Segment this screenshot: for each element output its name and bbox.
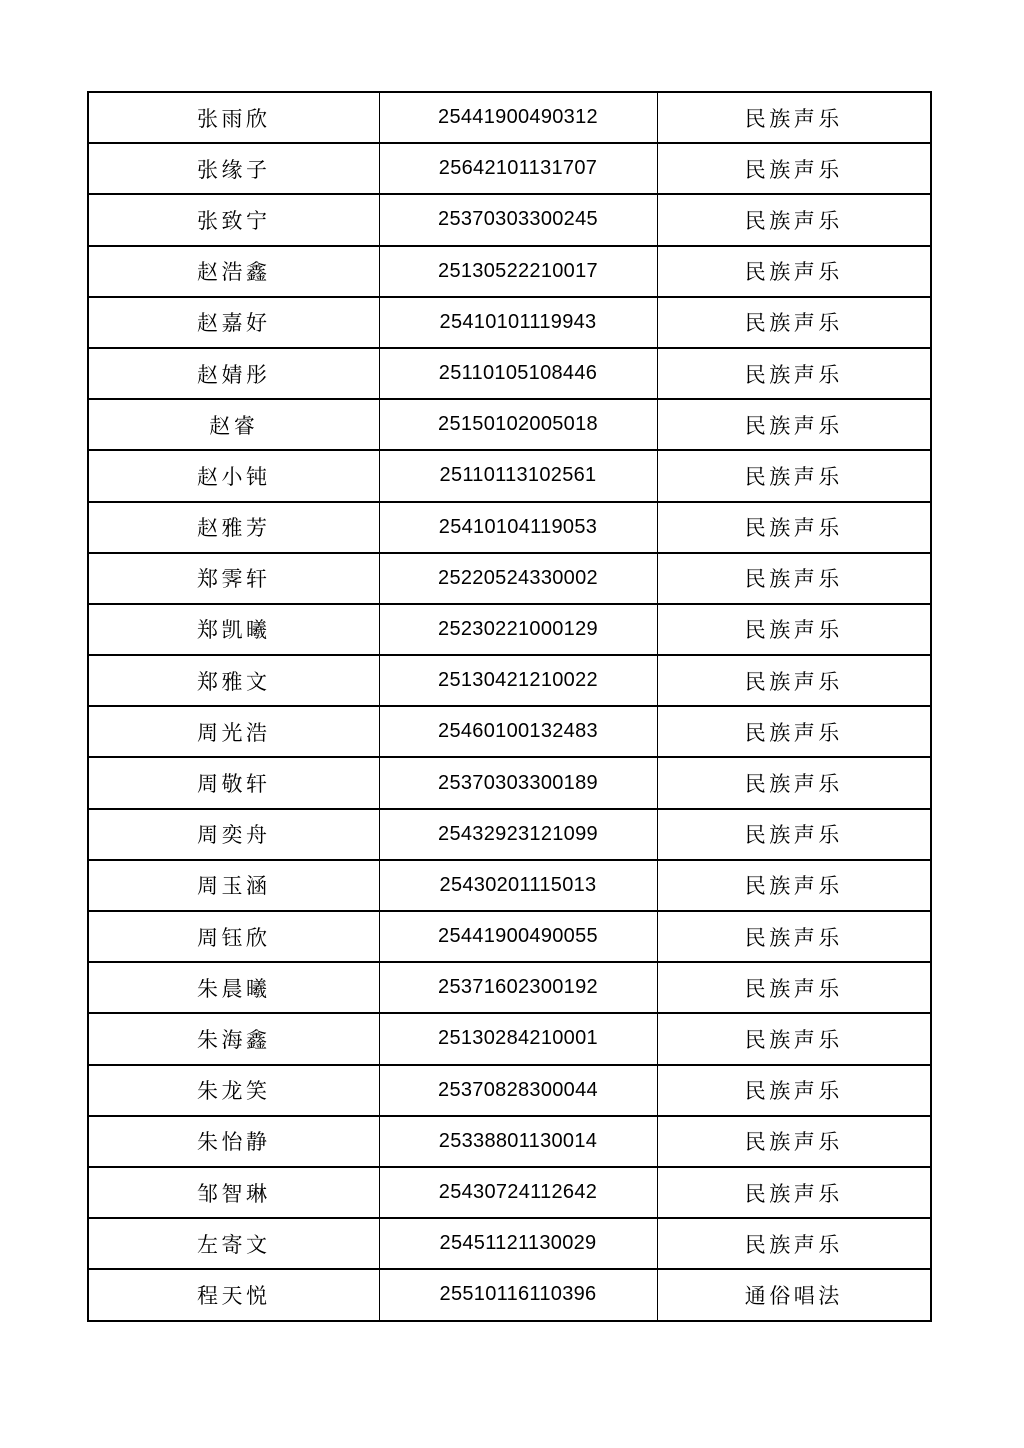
- cell-exam-number: 25130421210022: [379, 655, 657, 706]
- table-row: [88, 962, 931, 1013]
- cell-exam-category: 民族声乐: [657, 860, 931, 911]
- cell-exam-number: 25441900490312: [379, 92, 657, 143]
- cell-exam-category: 民族声乐: [657, 1116, 931, 1167]
- table-row: [88, 757, 931, 808]
- cell-exam-number: 25430724112642: [379, 1167, 657, 1218]
- cell-candidate-name: 周敬轩: [88, 757, 379, 808]
- cell-candidate-name: 周奕舟: [88, 809, 379, 860]
- cell-exam-category: 民族声乐: [657, 757, 931, 808]
- cell-candidate-name: 郑雅文: [88, 655, 379, 706]
- cell-exam-category: 民族声乐: [657, 194, 931, 245]
- table-row: [88, 1269, 931, 1320]
- table-row: [88, 1218, 931, 1269]
- cell-candidate-name: 邹智琳: [88, 1167, 379, 1218]
- candidate-roster-body: [88, 92, 931, 1321]
- cell-exam-category: 民族声乐: [657, 911, 931, 962]
- cell-exam-number: 25220524330002: [379, 553, 657, 604]
- cell-candidate-name: 赵浩鑫: [88, 246, 379, 297]
- cell-exam-number: 25460100132483: [379, 706, 657, 757]
- cell-exam-number: 25430201115013: [379, 860, 657, 911]
- table-row: [88, 1013, 931, 1064]
- cell-exam-number: 25230221000129: [379, 604, 657, 655]
- table-row: [88, 450, 931, 501]
- table-row: [88, 143, 931, 194]
- cell-exam-category: 民族声乐: [657, 143, 931, 194]
- cell-candidate-name: 周玉涵: [88, 860, 379, 911]
- cell-exam-category: 民族声乐: [657, 553, 931, 604]
- table-row: [88, 297, 931, 348]
- cell-candidate-name: 张雨欣: [88, 92, 379, 143]
- cell-exam-number: 25130522210017: [379, 246, 657, 297]
- cell-candidate-name: 赵睿: [88, 399, 379, 450]
- cell-exam-number: 25432923121099: [379, 809, 657, 860]
- cell-exam-category: 民族声乐: [657, 348, 931, 399]
- cell-exam-category: 民族声乐: [657, 809, 931, 860]
- cell-candidate-name: 朱海鑫: [88, 1013, 379, 1064]
- table-row: [88, 809, 931, 860]
- cell-exam-number: 25441900490055: [379, 911, 657, 962]
- table-row: [88, 655, 931, 706]
- cell-exam-category: 民族声乐: [657, 297, 931, 348]
- cell-exam-number: 25110105108446: [379, 348, 657, 399]
- cell-exam-number: 25150102005018: [379, 399, 657, 450]
- cell-exam-category: 民族声乐: [657, 1167, 931, 1218]
- cell-candidate-name: 赵嘉好: [88, 297, 379, 348]
- table-row: [88, 194, 931, 245]
- cell-candidate-name: 郑凯曦: [88, 604, 379, 655]
- cell-exam-category: 民族声乐: [657, 655, 931, 706]
- cell-exam-number: 25410101119943: [379, 297, 657, 348]
- cell-exam-category: 通俗唱法: [657, 1269, 931, 1320]
- cell-exam-category: 民族声乐: [657, 706, 931, 757]
- cell-exam-number: 25510116110396: [379, 1269, 657, 1320]
- cell-exam-category: 民族声乐: [657, 92, 931, 143]
- table-row: [88, 1116, 931, 1167]
- cell-exam-category: 民族声乐: [657, 962, 931, 1013]
- cell-exam-number: 25130284210001: [379, 1013, 657, 1064]
- table-row: [88, 502, 931, 553]
- cell-candidate-name: 周光浩: [88, 706, 379, 757]
- cell-candidate-name: 郑霁轩: [88, 553, 379, 604]
- cell-candidate-name: 张致宁: [88, 194, 379, 245]
- cell-exam-category: 民族声乐: [657, 1218, 931, 1269]
- cell-exam-number: 25410104119053: [379, 502, 657, 553]
- cell-exam-number: 25642101131707: [379, 143, 657, 194]
- cell-exam-number: 25370828300044: [379, 1065, 657, 1116]
- cell-exam-category: 民族声乐: [657, 1065, 931, 1116]
- table-row: [88, 399, 931, 450]
- cell-candidate-name: 朱怡静: [88, 1116, 379, 1167]
- table-row: [88, 860, 931, 911]
- table-row: [88, 246, 931, 297]
- cell-candidate-name: 周钰欣: [88, 911, 379, 962]
- cell-exam-category: 民族声乐: [657, 502, 931, 553]
- table-row: [88, 92, 931, 143]
- cell-exam-category: 民族声乐: [657, 604, 931, 655]
- table-row: [88, 911, 931, 962]
- table-row: [88, 1065, 931, 1116]
- cell-exam-number: 25338801130014: [379, 1116, 657, 1167]
- table-row: [88, 348, 931, 399]
- cell-exam-category: 民族声乐: [657, 1013, 931, 1064]
- cell-candidate-name: 左寄文: [88, 1218, 379, 1269]
- table-row: [88, 1167, 931, 1218]
- candidate-roster-table: [87, 91, 932, 1322]
- cell-exam-number: 25371602300192: [379, 962, 657, 1013]
- cell-exam-number: 25370303300189: [379, 757, 657, 808]
- table-row: [88, 604, 931, 655]
- cell-exam-category: 民族声乐: [657, 246, 931, 297]
- cell-candidate-name: 赵雅芳: [88, 502, 379, 553]
- table-row: [88, 553, 931, 604]
- cell-exam-number: 25370303300245: [379, 194, 657, 245]
- cell-exam-category: 民族声乐: [657, 399, 931, 450]
- cell-candidate-name: 朱晨曦: [88, 962, 379, 1013]
- cell-exam-category: 民族声乐: [657, 450, 931, 501]
- cell-candidate-name: 张缘子: [88, 143, 379, 194]
- cell-exam-number: 25110113102561: [379, 450, 657, 501]
- cell-candidate-name: 赵婧彤: [88, 348, 379, 399]
- cell-candidate-name: 朱龙笑: [88, 1065, 379, 1116]
- cell-candidate-name: 赵小钝: [88, 450, 379, 501]
- table-row: [88, 706, 931, 757]
- cell-candidate-name: 程天悦: [88, 1269, 379, 1320]
- cell-exam-number: 25451121130029: [379, 1218, 657, 1269]
